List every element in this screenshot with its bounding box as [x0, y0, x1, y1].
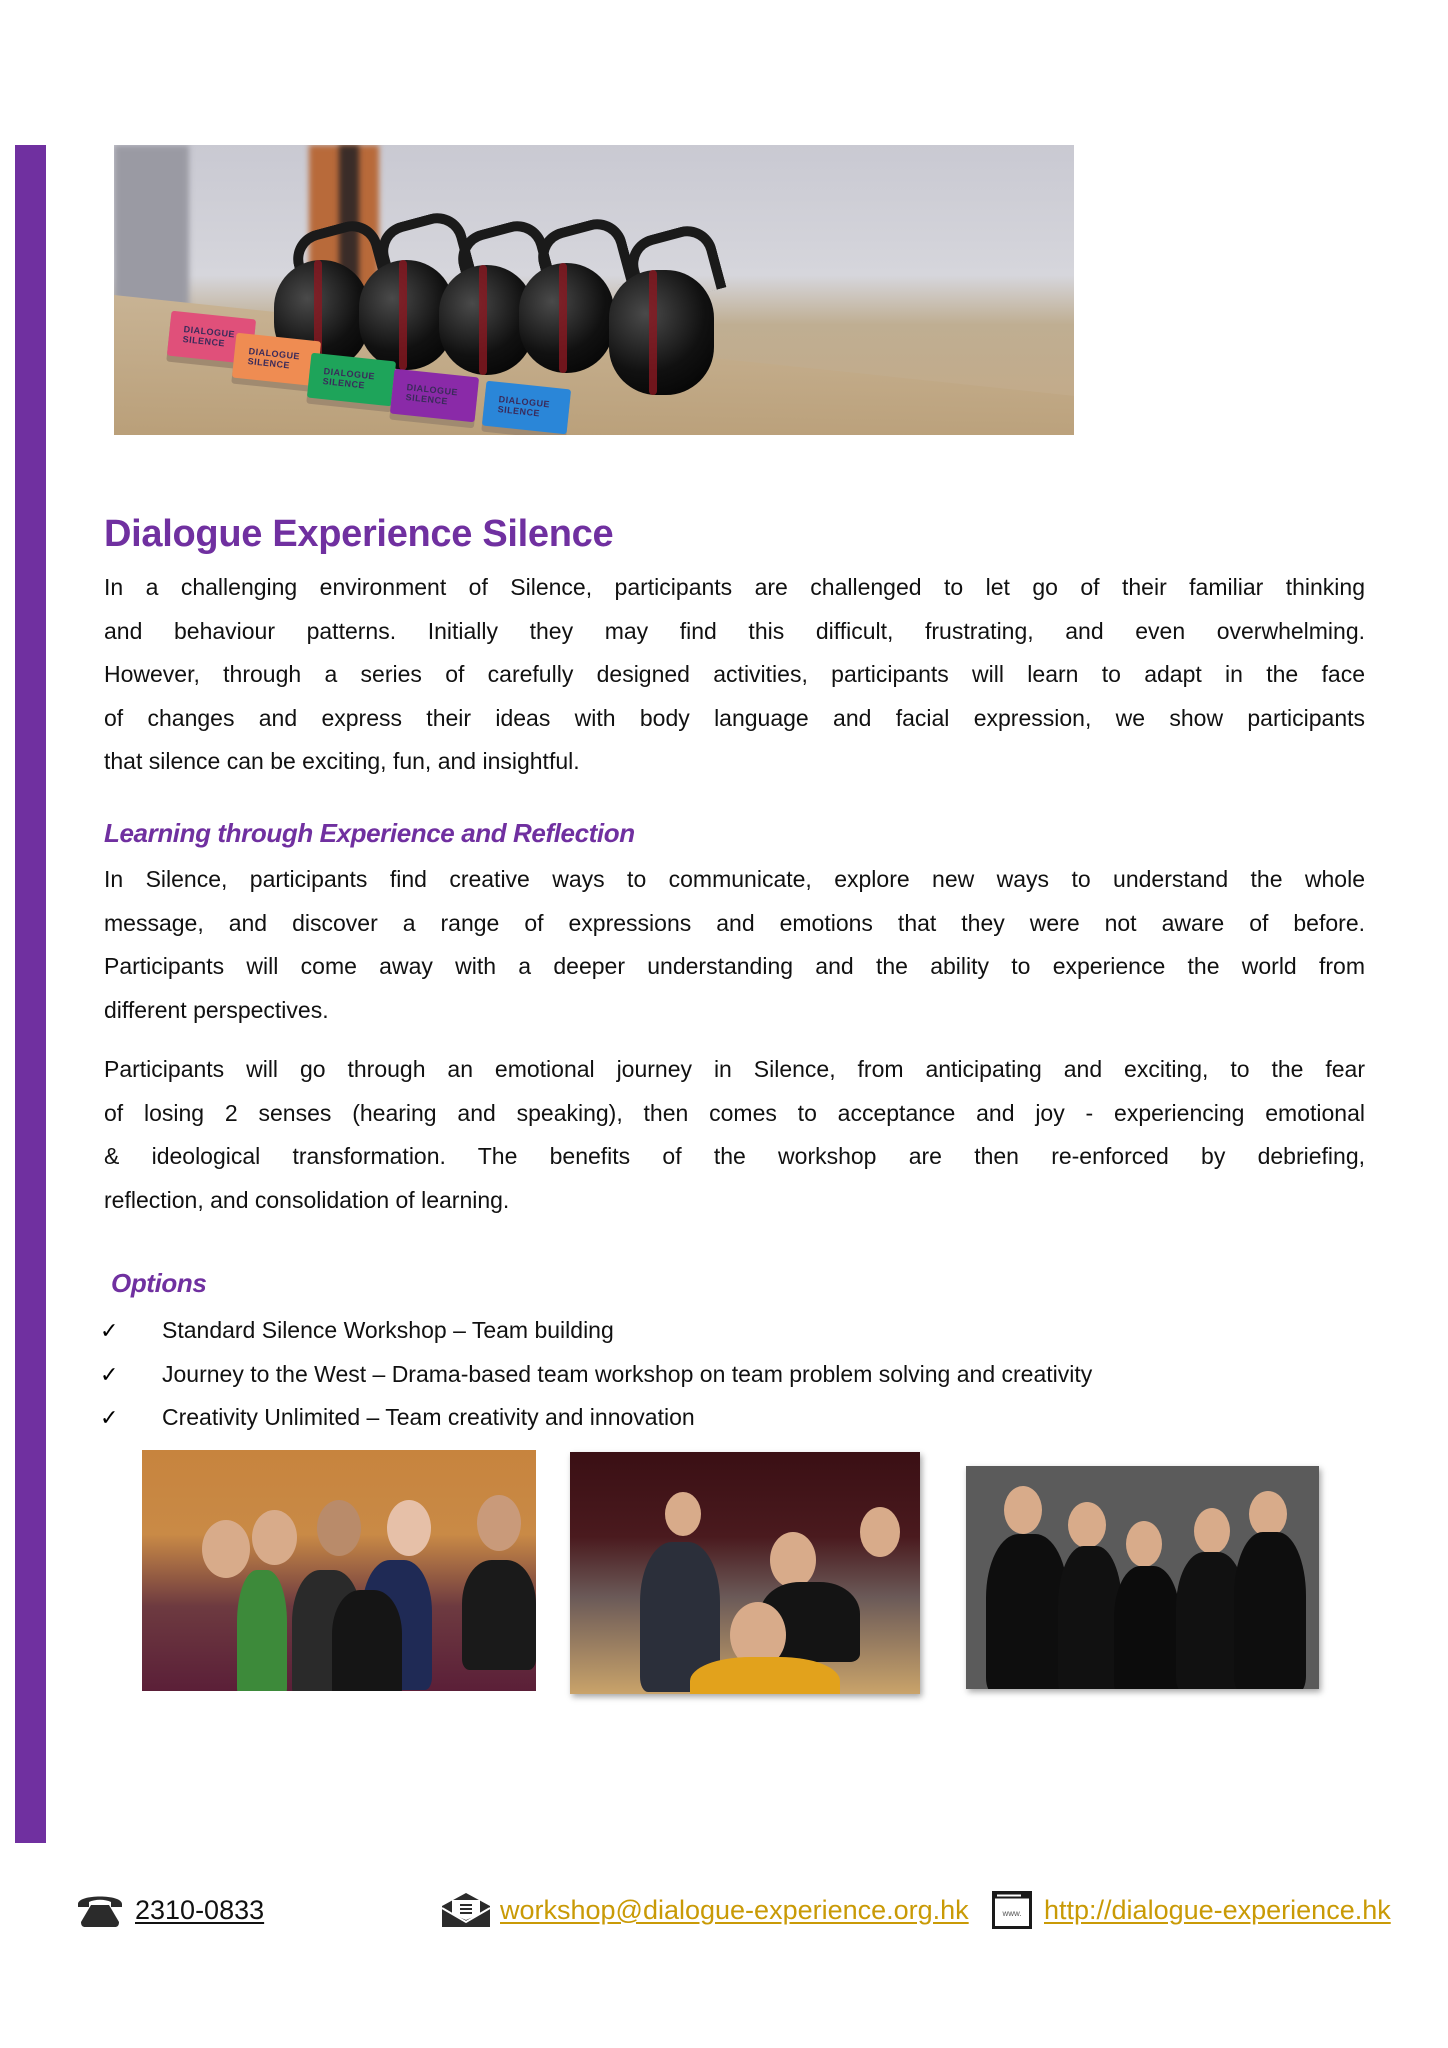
gallery-photo-2 [570, 1452, 920, 1694]
paragraph-line: In a challenging environment of Silence, participants are challenged to let go of their familiar thinking [104, 574, 1365, 600]
photo-figure [860, 1507, 900, 1557]
page-title: Dialogue Experience Silence [104, 513, 614, 555]
photo-figure [1249, 1491, 1287, 1537]
booklet-card: DIALOGUE SILENCE [482, 381, 571, 435]
envelope-icon [440, 1892, 492, 1928]
headphone-earcup [609, 270, 714, 395]
learning-paragraph-1 [104, 858, 1365, 1032]
footer-website [992, 1890, 1391, 1930]
paragraph-line: message, and discover a range of expressions and emotions that they were not aware of before. [104, 909, 1365, 936]
booklet-card: DIALOGUE SILENCE [232, 333, 321, 387]
learning-paragraph-2 [104, 1048, 1365, 1222]
hero-photo-headphones [114, 145, 1074, 435]
svg-text:www.: www. [1002, 1909, 1022, 1918]
photo-figure [1068, 1502, 1106, 1548]
paragraph-line: of changes and express their ideas with body language and facial expression, we show participants [104, 704, 1365, 731]
photo-figure [1126, 1521, 1162, 1567]
photo-figure [1004, 1486, 1042, 1534]
photo-figure [462, 1560, 536, 1670]
headphone-earcup [519, 263, 614, 373]
website-link[interactable]: http://dialogue-experience.hk [1044, 1894, 1391, 1925]
footer-email [440, 1890, 969, 1930]
paragraph-line: and behaviour patterns. Initially they may find this difficult, frustrating, and even overwhelming. [104, 617, 1365, 644]
phone-icon [75, 1892, 125, 1928]
photo-figure [477, 1495, 521, 1551]
section-heading-learning: Learning through Experience and Reflection [104, 818, 635, 848]
photo-figure [986, 1534, 1068, 1689]
browser-www-icon [992, 1891, 1032, 1929]
checkmark-icon: ✓ [100, 1318, 119, 1343]
paragraph-line: In Silence, participants find creative ways to communicate, explore new ways to understand the whole [104, 866, 1365, 892]
booklet-card: DIALOGUE SILENCE [307, 353, 396, 407]
photo-figure [690, 1657, 840, 1694]
paragraph-line: & ideological transformation. The benefits of the workshop are then re-enforced by debriefing, [104, 1143, 1365, 1170]
paragraph-line: However, through a series of carefully designed activities, participants will learn to adapt in the face [104, 661, 1365, 688]
checkmark-icon: ✓ [100, 1362, 119, 1387]
option-item [100, 1354, 1092, 1394]
gallery-photo-1 [142, 1450, 536, 1691]
option-label: Standard Silence Workshop – Team building [162, 1317, 614, 1343]
gallery-photo-3 [966, 1466, 1319, 1689]
photo-figure [770, 1532, 816, 1588]
photo-figure [252, 1510, 297, 1565]
photo-figure [202, 1520, 250, 1578]
photo-figure [317, 1500, 361, 1556]
paragraph-line: Participants will go through an emotional journey in Silence, from anticipating and exciting, to the fear [104, 1056, 1365, 1082]
photo-figure [1194, 1508, 1230, 1554]
paragraph-line: different perspectives. [104, 996, 329, 1023]
photo-figure [387, 1500, 431, 1556]
paragraph-line: that silence can be exciting, fun, and insightful. [104, 748, 580, 775]
paragraph-line: of losing 2 senses (hearing and speaking), then comes to acceptance and joy - experiencing emotional [104, 1099, 1365, 1126]
section-heading-options: Options [111, 1268, 207, 1298]
paragraph-line: Participants will come away with a deeper understanding and the ability to experience the world from [104, 953, 1365, 980]
option-label: Journey to the West – Drama-based team workshop on team problem solving and creativity [162, 1361, 1093, 1387]
photo-figure [665, 1492, 701, 1536]
option-label: Creativity Unlimited – Team creativity and innovation [162, 1404, 695, 1430]
option-item [100, 1397, 695, 1437]
booklet-card: DIALOGUE SILENCE [167, 311, 256, 365]
photo-figure [1058, 1546, 1122, 1689]
photo-figure [332, 1590, 402, 1691]
photo-figure [237, 1570, 287, 1691]
booklet-card: DIALOGUE SILENCE [390, 369, 479, 423]
intro-paragraph [104, 566, 1365, 784]
phone-link[interactable]: 2310-0833 [135, 1894, 265, 1925]
email-link[interactable]: workshop@dialogue-experience.org.hk [500, 1894, 969, 1925]
option-item [100, 1310, 614, 1350]
photo-figure [1234, 1532, 1306, 1689]
accent-bar [15, 145, 46, 1843]
photo-background-shape [114, 145, 189, 315]
paragraph-line: reflection, and consolidation of learning. [104, 1186, 510, 1213]
photo-figure [1114, 1566, 1180, 1689]
footer-phone [75, 1890, 264, 1930]
checkmark-icon: ✓ [100, 1405, 119, 1430]
